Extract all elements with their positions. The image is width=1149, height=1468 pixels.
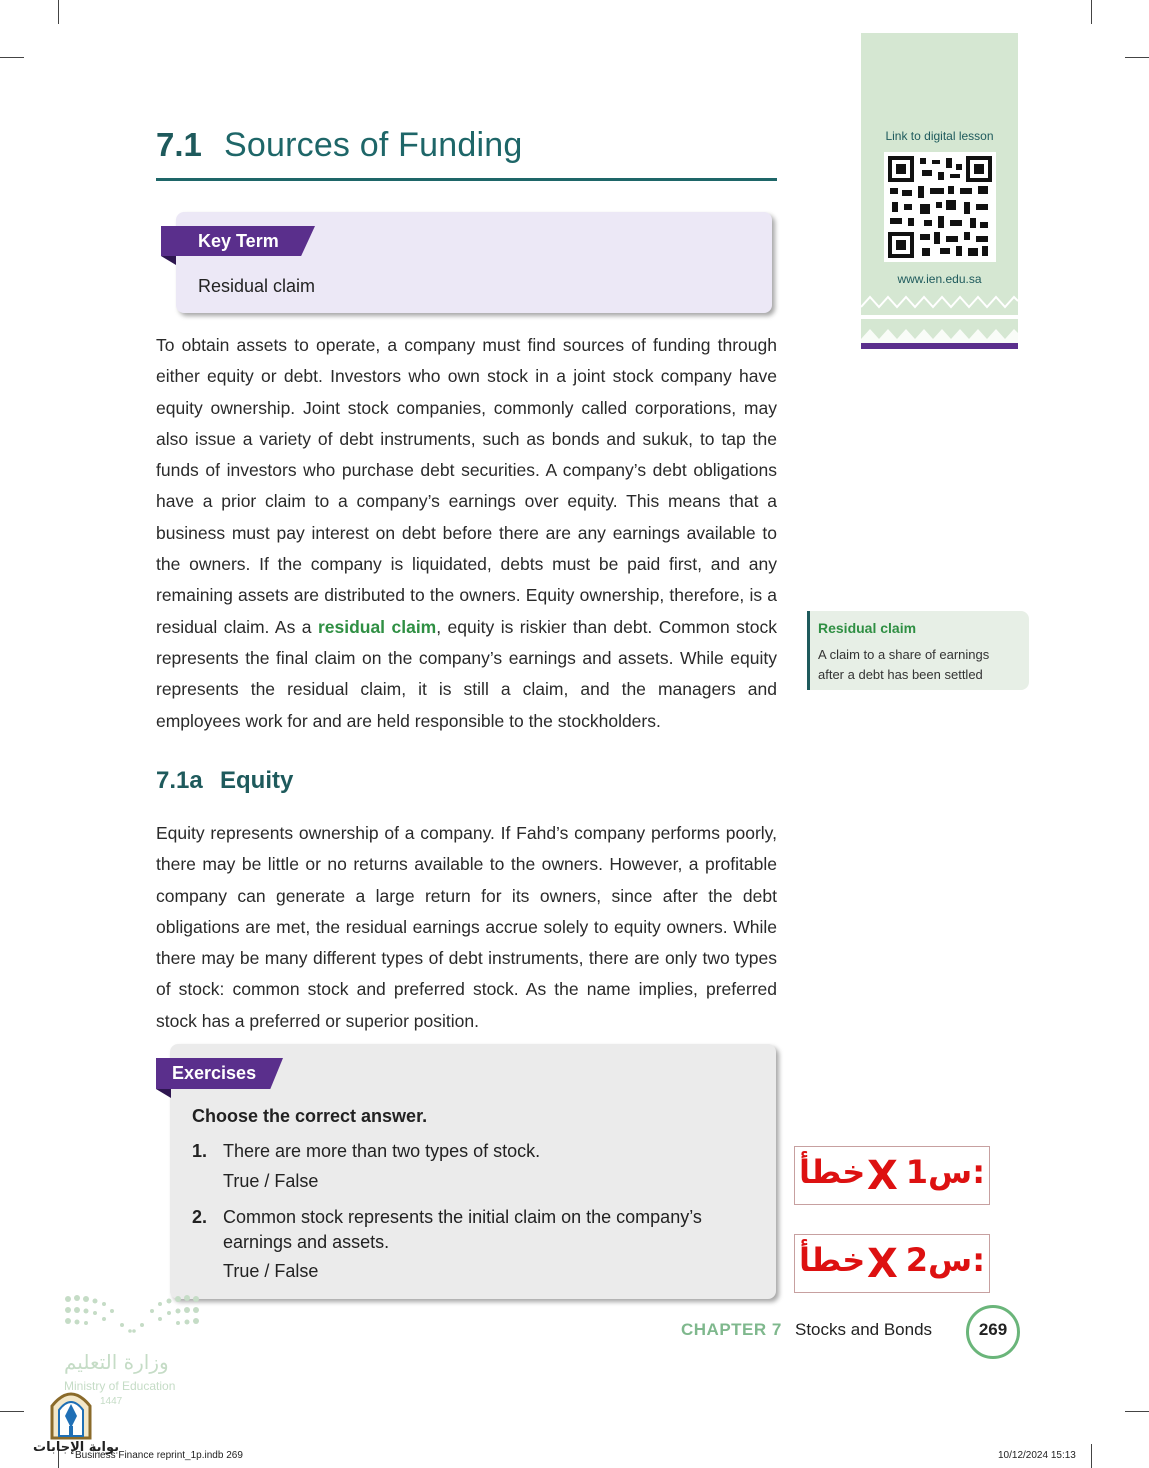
definition-text: A claim to a share of earnings after a debt has been settled <box>818 647 990 682</box>
digital-lesson-link-label[interactable]: Link to digital lesson <box>885 129 994 143</box>
crop-mark <box>1125 57 1149 58</box>
intro-text-start: To obtain assets to operate, a company must find sources of funding through either equity or debt. Investors who own stock in a joint stock company have equity ownership. Joint stock companies, commonly called corporations, may also issue a variety of debt instruments, such as bonds and sukuk, to tap the funds of investors who purchase debt securities. A company’s debt obligations have a prior claim to a company’s earnings over equity. This means that a business must pay interest on debt before there are any earnings available to the owners. If the company is liquidated, debts must be paid first, and any remaining assets are distributed to the owners. Equity ownership, therefore, is a residual claim. As a <box>156 335 777 637</box>
print-slug-file: Business Finance reprint_1p.indb 269 <box>75 1450 243 1461</box>
digital-lesson-url[interactable]: www.ien.edu.sa <box>897 272 982 286</box>
ministry-year: 1447 <box>100 1396 123 1407</box>
ministry-name-english: Ministry of Education <box>64 1379 176 1393</box>
digital-lesson-bottom-bar <box>861 343 1018 349</box>
exercises-label: Exercises <box>172 1063 257 1083</box>
answer-box-2 <box>794 1234 990 1293</box>
intro-paragraph <box>156 330 777 737</box>
crop-mark <box>58 0 59 24</box>
section-number: 7.1 <box>156 126 202 163</box>
answer-annotation <box>795 1239 989 1289</box>
ministry-logo-dots-icon <box>64 1293 200 1337</box>
crop-mark <box>1091 0 1092 24</box>
key-term-text: Residual claim <box>198 276 316 296</box>
chapter-label: CHAPTER 7 <box>681 1320 782 1339</box>
wrong-mark-icon: X <box>867 1153 898 1199</box>
definition-term: Residual claim <box>818 620 917 636</box>
answer-label: س1: <box>905 1153 985 1191</box>
subsection-title: Equity <box>220 767 294 794</box>
question-options: True / False <box>223 1261 319 1281</box>
answer-verdict: خطأ <box>799 1241 866 1279</box>
print-slug-date: 10/12/2024 15:13 <box>998 1450 1076 1461</box>
question-number: 2. <box>192 1207 208 1227</box>
key-term-tab-fold <box>161 256 176 265</box>
key-term-label: Key Term <box>198 231 279 251</box>
page-number: 269 <box>978 1320 1008 1339</box>
residual-claim-highlight: residual claim <box>317 616 437 637</box>
ministry-name-arabic: وزارة التعليم <box>64 1350 169 1374</box>
site-name-arabic: بوابة الإجابات <box>33 1440 119 1455</box>
answer-verdict: خطأ <box>799 1153 866 1191</box>
exercises-instruction: Choose the correct answer. <box>192 1106 428 1126</box>
answer-annotation <box>795 1151 989 1201</box>
qr-code-icon[interactable] <box>884 152 996 262</box>
section-title: Sources of Funding <box>224 126 523 164</box>
chapter-name: Stocks and Bonds <box>795 1320 933 1339</box>
question-text: There are more than two types of stock. <box>223 1141 541 1161</box>
answer-box-1 <box>794 1146 990 1205</box>
equity-paragraph: Equity represents ownership of a company. If Fahd’s company performs poorly, there may be little or no returns available to the owners. However, a profitable company can generate a large return for its owners, since after the debt obligations are met, the residual earnings accrue solely to equity owners. While there may be many different types of debt instruments, there are only two types of stock: common stock and preferred stock. As the name implies, preferred stock has a preferred or superior position. <box>156 823 777 1031</box>
intro-text-end: , equity is riskier than debt. Common stock represents the final claim on the company’s earnings and assets. While equity represents the residual claim, it is still a claim, and the managers and employees work for and are held responsible to the stockholders. <box>156 616 778 731</box>
question-number: 1. <box>192 1141 208 1161</box>
decorative-pattern <box>861 293 1018 343</box>
heading-rule <box>156 178 777 181</box>
gate-logo-icon <box>48 1386 94 1440</box>
exercises-tab-fold <box>156 1089 171 1098</box>
question-text: Common stock represents the initial claim on the company’s earnings and assets. <box>223 1207 702 1252</box>
crop-mark <box>0 1411 24 1412</box>
answer-label: س2: <box>905 1241 985 1279</box>
crop-mark <box>1091 1444 1092 1468</box>
crop-mark <box>1125 1411 1149 1412</box>
subsection-number: 7.1a <box>156 767 203 794</box>
crop-mark <box>0 57 24 58</box>
question-options: True / False <box>223 1171 319 1191</box>
wrong-mark-icon: X <box>867 1241 898 1287</box>
